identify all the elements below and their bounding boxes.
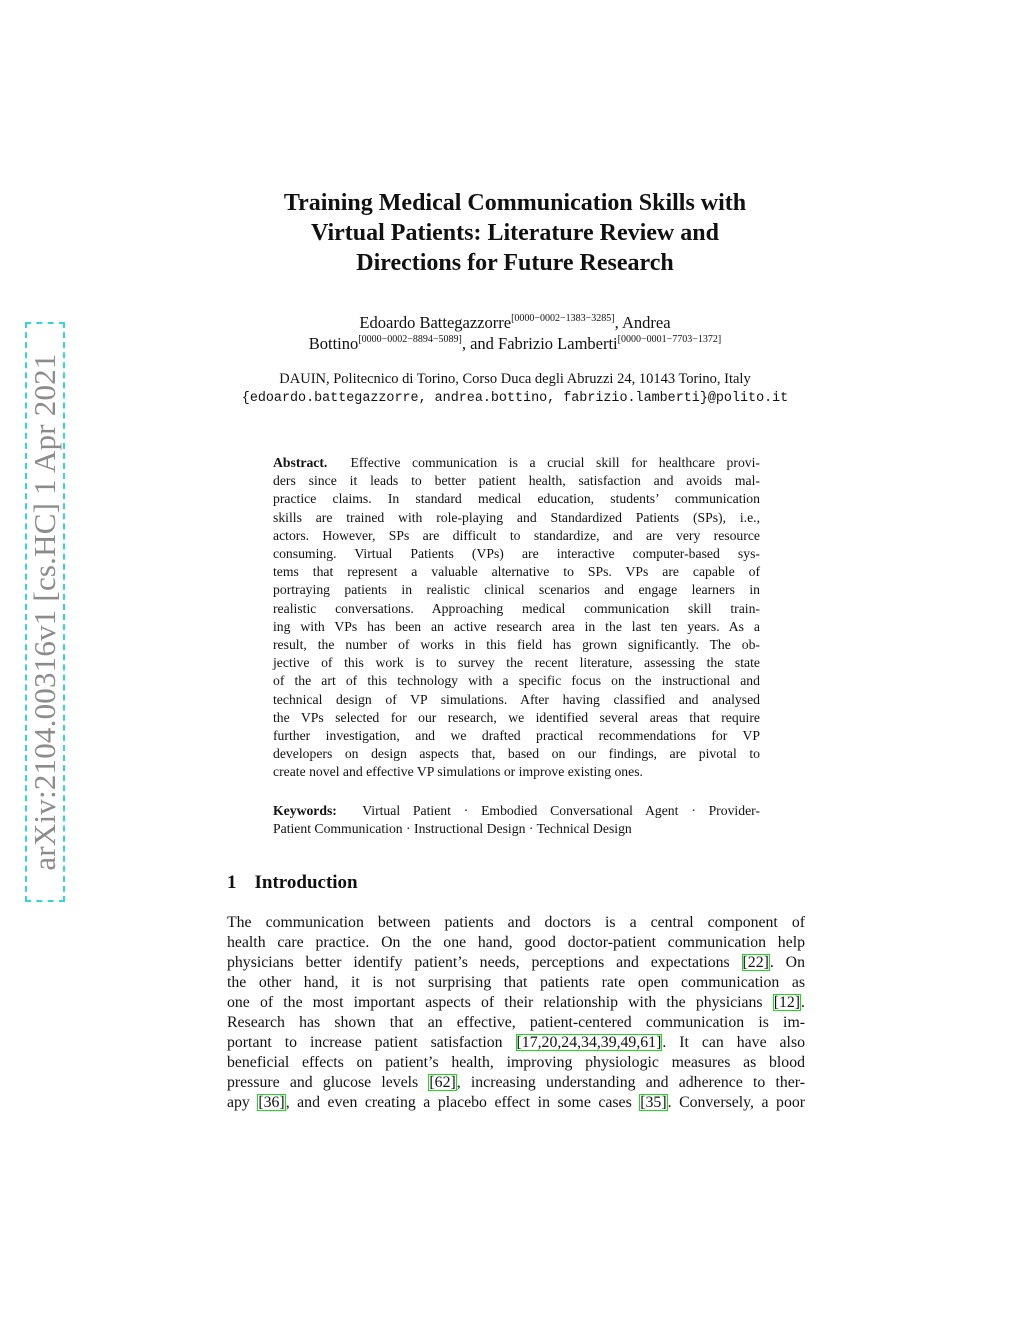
citation-link[interactable]: [35] xyxy=(640,1094,667,1111)
author-list xyxy=(200,312,830,354)
body-line: beneficial effects on patient’s health, improving physiologic measures as blood xyxy=(227,1054,805,1071)
author-name: Bottino xyxy=(308,334,359,353)
abstract-line: the VPs selected for our research, we identified several areas that require xyxy=(273,709,760,725)
body-line: Research has shown that an effective, patient-centered communication is im- xyxy=(227,1014,805,1031)
abstract-line: tems that represent a valuable alternative to SPs. VPs are capable of xyxy=(273,564,760,580)
abstract-line: of the art of this technology with a specific focus on the instructional and xyxy=(273,673,760,689)
body-line: The communication between patients and doctors is a central component of xyxy=(227,914,805,931)
abstract-line: jective of this work is to survey the recent literature, assessing the state xyxy=(273,655,760,671)
keywords-line: Patient Communication · Instructional Design · Technical Design xyxy=(273,821,632,837)
abstract-line: technical design of VP simulations. After having classified and analysed xyxy=(273,691,760,707)
title-line: Training Medical Communication Skills with xyxy=(283,190,747,216)
abstract-line: consuming. Virtual Patients (VPs) are interactive computer-based sys- xyxy=(273,546,760,562)
abstract-line: ing with VPs has been an active research area in the last ten years. As a xyxy=(273,618,760,634)
paper-title xyxy=(200,188,830,278)
section-title: Introduction xyxy=(254,872,358,893)
author-name: , Andrea xyxy=(614,313,671,332)
body-line: health care practice. On the one hand, good doctor-patient communication help xyxy=(227,934,805,951)
author-orcid: [0000−0002−8894−5089] xyxy=(358,334,462,345)
affiliation: DAUIN, Politecnico di Torino, Corso Duca degli Abruzzi 24, 10143 Torino, Italy xyxy=(279,371,751,387)
abstract-line: create novel and effective VP simulations or improve existing ones. xyxy=(273,764,643,780)
citation-link[interactable]: [22] xyxy=(742,954,769,971)
arxiv-identifier-text: arXiv:2104.00316v1 [cs.HC] 1 Apr 2021 xyxy=(27,353,62,871)
abstract-line: Abstract. Effective communication is a crucial skill for healthcare provi- xyxy=(273,455,760,470)
abstract-line: skills are trained with role-playing and Standardized Patients (SPs), i.e., xyxy=(273,509,760,525)
abstract-label: Abstract. xyxy=(273,455,328,470)
citation-link[interactable]: [12] xyxy=(773,994,801,1011)
author-name: Edoardo Battegazzorre xyxy=(359,313,512,332)
keywords xyxy=(273,802,760,838)
abstract-line: developers on design aspects that, based on our findings, are pivotal to xyxy=(273,746,760,762)
keywords-label: Keywords: xyxy=(273,803,337,818)
citation-link[interactable]: [36] xyxy=(258,1094,285,1111)
body-line: one of the most important aspects of their relationship with the physicians [12]. xyxy=(227,994,805,1011)
body-line: the other hand, it is not surprising that patients rate open communication as xyxy=(227,974,805,991)
abstract-line: practice claims. In standard medical education, students’ communication xyxy=(273,491,760,507)
author-orcid: [0000−0001−7703−1372] xyxy=(617,334,722,345)
arxiv-identifier-stamp xyxy=(25,322,65,902)
author-emails: {edoardo.battegazzorre, andrea.bottino, fabrizio.lamberti}@polito.it xyxy=(241,391,789,406)
author-orcid: [0000−0002−1383−3285] xyxy=(511,313,615,324)
body-line: pressure and glucose levels [62], increasing understanding and adherence to ther- xyxy=(227,1074,805,1091)
author-name: , and Fabrizio Lamberti xyxy=(461,334,618,353)
title-line: Directions for Future Research xyxy=(356,250,674,276)
keywords-line: Keywords: Virtual Patient · Embodied Conversational Agent · Provider- xyxy=(273,803,760,818)
abstract-line: ders since it leads to better patient health, satisfaction and avoids mal- xyxy=(273,473,760,489)
abstract-line: portraying patients in realistic clinical scenarios and engage learners in xyxy=(273,582,760,598)
abstract-line: realistic conversations. Approaching medical communication skill train- xyxy=(273,600,760,616)
title-line: Virtual Patients: Literature Review and xyxy=(311,220,719,246)
citation-link[interactable]: [17,20,24,34,39,49,61] xyxy=(516,1034,662,1051)
section-number: 1 xyxy=(227,872,237,893)
introduction-body xyxy=(227,913,805,1113)
abstract xyxy=(273,454,760,782)
citation-link[interactable]: [62] xyxy=(429,1074,456,1091)
section-heading-introduction xyxy=(227,872,358,894)
body-line: portant to increase patient satisfaction [17,20,24,34,39,49,61]. It can have also xyxy=(227,1034,805,1051)
abstract-line: result, the number of works in this field has grown significantly. The ob- xyxy=(273,637,760,653)
body-line: apy [36], and even creating a placebo effect in some cases [35]. Conversely, a poor xyxy=(227,1094,805,1111)
abstract-line: further investigation, and we drafted practical recommendations for VP xyxy=(273,728,760,744)
affiliation-block xyxy=(200,370,830,408)
body-line: physicians better identify patient’s needs, perceptions and expectations [22]. On xyxy=(227,954,805,971)
abstract-line: actors. However, SPs are difficult to standardize, and are very resource xyxy=(273,527,760,543)
